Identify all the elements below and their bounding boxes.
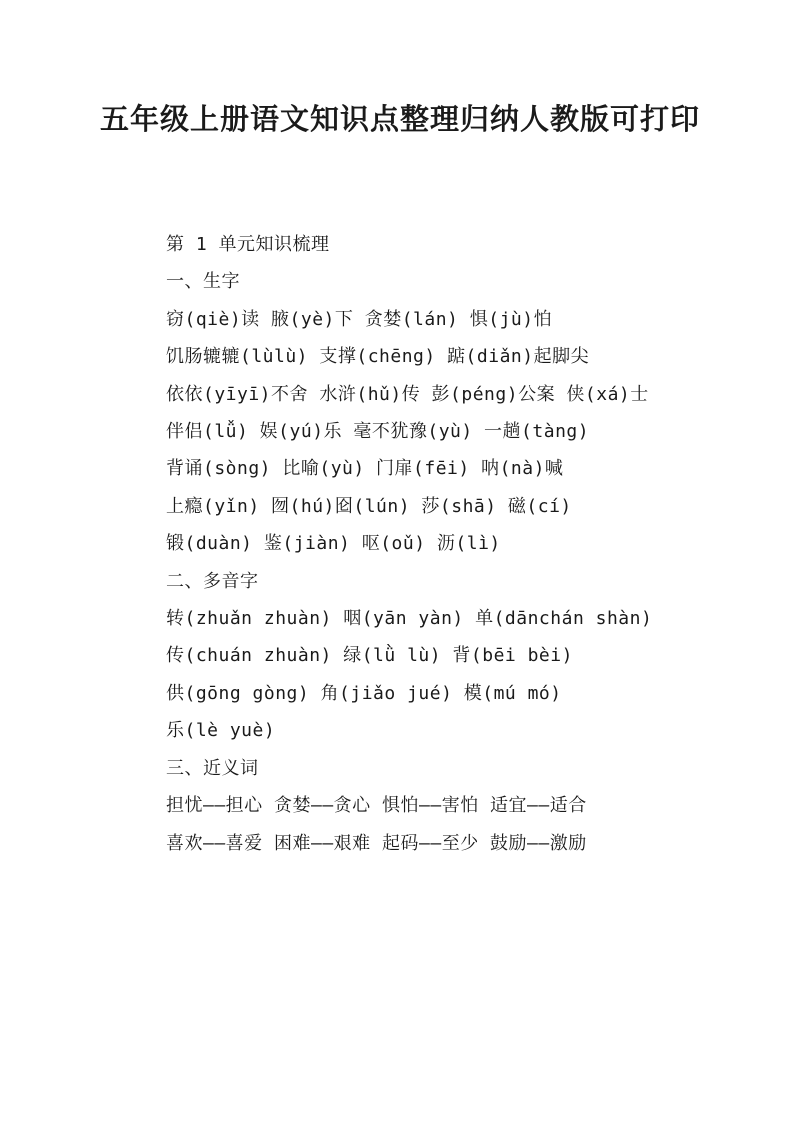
paragraph-line: 乐(lè yuè) [166, 720, 276, 742]
paragraph-line: 上瘾(yǐn) 囫(hú)囵(lún) 莎(shā) 磁(cí) [166, 495, 572, 517]
paragraph-line: 传(chuán zhuàn) 绿(lǜ lù) 背(bēi bèi) [166, 645, 573, 667]
paragraph-line: 窃(qiè)读 腋(yè)下 贪婪(lán) 惧(jù)怕 [166, 308, 553, 330]
paragraph-line: 供(gōng gòng) 角(jiǎo jué) 模(mú mó) [166, 682, 562, 704]
section-heading-unit-1: 第 1 单元知识梳理 [166, 234, 330, 255]
paragraph-line: 依依(yīyī)不舍 水浒(hǔ)传 彭(péng)公案 侠(xá)士 [166, 383, 649, 405]
paragraph-line: 担忧——担心 贪婪——贪心 惧怕——害怕 适宜——适合 [166, 795, 587, 817]
section-heading-synonyms: 三、近义词 [166, 757, 259, 779]
paragraph-line: 喜欢——喜爱 困难——艰难 起码——至少 鼓励——激励 [166, 832, 587, 854]
paragraph-line: 背诵(sòng) 比喻(yù) 门扉(fēi) 呐(nà)喊 [166, 458, 564, 480]
paragraph-line: 转(zhuǎn zhuàn) 咽(yān yàn) 单(dānchán shàn) [166, 608, 653, 630]
document-title: 五年级上册语文知识点整理归纳人教版可打印 [100, 102, 701, 136]
paragraph-line: 伴侣(lǚ) 娱(yú)乐 毫不犹豫(yù) 一趟(tàng) [166, 421, 590, 443]
section-heading-polyphones: 二、多音字 [166, 570, 259, 592]
section-heading-new-characters: 一、生字 [166, 271, 240, 293]
paragraph-line: 饥肠辘辘(lùlù) 支撑(chēng) 踮(diǎn)起脚尖 [166, 346, 590, 368]
paragraph-line: 锻(duàn) 鉴(jiàn) 呕(oǔ) 沥(lì) [166, 533, 501, 555]
document-body [122, 226, 688, 862]
